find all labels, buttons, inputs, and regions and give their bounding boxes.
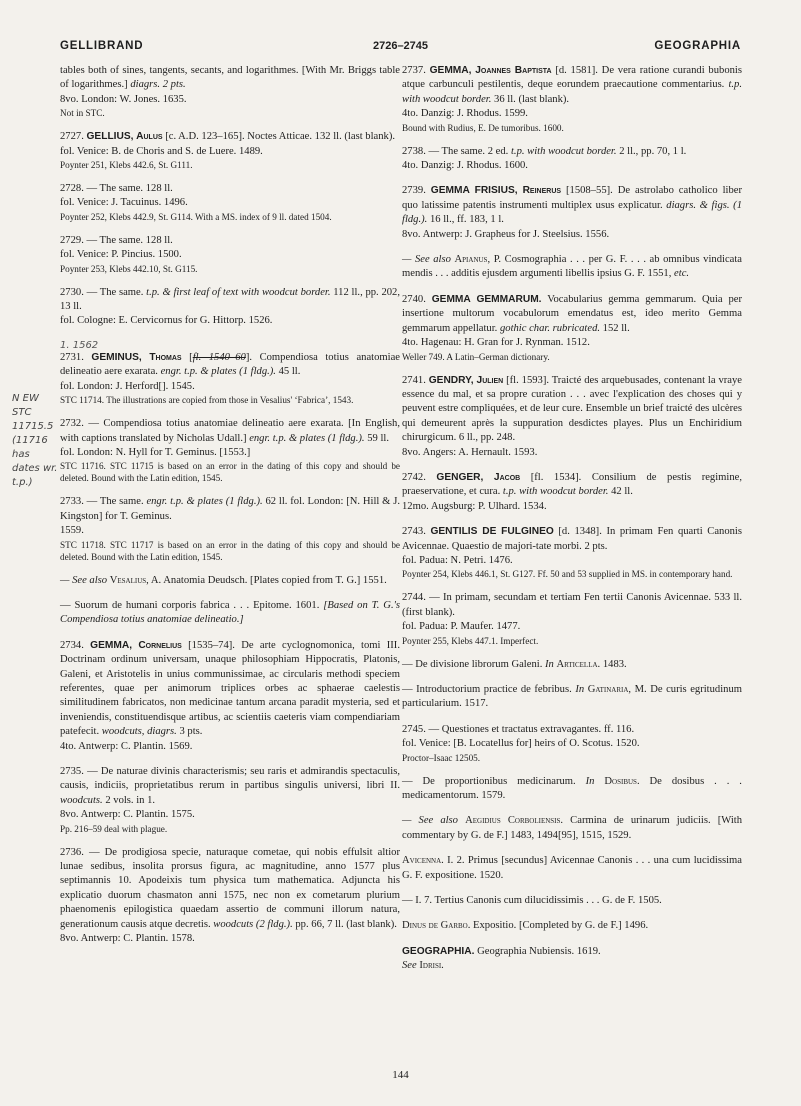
entry-format: woodcuts. — [60, 794, 103, 806]
reference-name: Dosibus. — [604, 775, 640, 787]
entry-imprint: 8vo. Antwerp: C. Plantin. 1575. — [60, 809, 195, 821]
entry-collation: 62 ll. — [265, 496, 288, 508]
see-also-label: — See also — [402, 815, 458, 827]
entry-2743 — [402, 525, 742, 580]
entry-collation: 2 vols. in 1. — [105, 794, 156, 806]
entry-number: 2731. — [60, 351, 84, 363]
entry-author-forename: Reinerus — [522, 185, 562, 197]
entry-imprint: fol. London: N. Hyll for T. Geminus. [1553.] — [60, 446, 251, 458]
entry-2736 — [60, 846, 400, 947]
entry-number: 2745. — [402, 723, 426, 735]
entry-2734 — [60, 639, 400, 754]
running-head-left: GELLIBRAND — [60, 40, 144, 52]
entry-author-forename: Cornelius — [138, 639, 182, 651]
entry-format: engr. t.p. & plates (1 fldg.). — [249, 432, 365, 444]
entry-imprint: 8vo. London: W. Jones. 1635. — [60, 93, 187, 105]
entry-note: Proctor–Isaac 12505. — [402, 752, 481, 763]
reference-name: Apianus, — [454, 254, 491, 266]
right-column — [402, 64, 742, 985]
reference-name: Gatinaria, — [587, 684, 632, 695]
entry-author-forename: Joannes Baptista — [475, 65, 552, 76]
page-number: 144 — [392, 1069, 409, 1081]
handwritten-margin-note — [12, 392, 60, 490]
cross-reference — [60, 599, 400, 628]
entry-text: — De prodigiosa specie, naturaque cometae, qui nobis effulsit altior lunae sedibus, insolita prorsus figura, ac magnitudine, anno 1577 plus septimannis 10. Apodeixis tum physica tum mathematica. Adjuncta his explicatio duorum chasmaton anni 1575, nec non ex cometarum plurium phaenomenis epilogistica quaedam assertio de communi illorum natura, generationum causis atque decretis. — [60, 846, 400, 930]
entry-text: [d. 1348]. In primam Fen quarti Canonis Avicennae. Quaestio de majori-tate morbi. 2 pts. — [402, 526, 742, 552]
entry-author: GENGER, — [436, 471, 484, 483]
entry-collation: pp. 66, 7 ll. (last blank). — [295, 918, 397, 930]
entry-number: 2733. — [60, 496, 84, 508]
entry-author: GENDRY, — [428, 374, 474, 386]
cross-reference — [402, 919, 742, 933]
entry-collation: 42 ll. — [611, 486, 633, 498]
entry-text: Geographia Nubiensis. 1619. — [477, 945, 601, 957]
entry-collation: 45 ll. — [278, 366, 301, 378]
entry-collation: 3 pts. — [179, 726, 203, 738]
entry-imprint: fol. London: [N. Hill & J. Kingston] for T. Geminus. — [60, 496, 400, 522]
entry-note: Poynter 255, Klebs 447.1. Imperfect. — [402, 635, 539, 646]
entry-number: 2740. — [402, 293, 426, 305]
entry-number: 2739. — [402, 185, 426, 197]
entry-note: Poynter 254, Klebs 446.1, St. G127. Ff. 50 and 53 supplied in MS. in contemporary hand. — [402, 569, 733, 580]
entry-imprint: 4to. Antwerp: C. Plantin. 1569. — [60, 740, 193, 752]
see-also-label: — See also — [402, 254, 451, 266]
entry-note: STC 11714. The illustrations are copied from those in Vesalius' ‘Fabrica’, 1543. — [60, 395, 354, 406]
entry-note: Weller 749. A Latin–German dictionary. — [402, 351, 550, 362]
entry-note: STC 11716. STC 11715 is based on an error in the dating of this copy and should be deleted. Bound with the Latin edition, 1545. — [60, 461, 400, 484]
entry-number: 2734. — [60, 639, 84, 651]
entry-format: t.p. with woodcut border. — [510, 145, 617, 157]
entry-2730 — [60, 286, 400, 329]
reference-text: — De proportionibus medicinarum. — [402, 775, 576, 787]
reference-name: Aegidius Corboliensis. — [465, 815, 564, 827]
margin-note-line: dates wr. t.p.) — [12, 463, 58, 488]
entry-author: GELLIUS, — [86, 131, 134, 143]
entry-author: GEMMA, — [90, 639, 133, 651]
entry-collation: 2 ll., pp. 70, 1 l. — [619, 145, 687, 157]
cross-reference — [402, 894, 742, 908]
see-also-label: — See also — [60, 574, 108, 586]
entry-imprint: fol. Venice: B. de Choris and S. de Luere. 1489. — [60, 145, 263, 157]
margin-note-line: 11715.5 — [12, 421, 54, 432]
entry-number: 2742. — [402, 471, 426, 483]
entry-2739 — [402, 184, 742, 242]
entry-text: [fl. 1534]. Consilium de pestis regimine, praeservatione, et cura. — [402, 471, 743, 498]
entry-text: Vocabularius gemma gemmarum. Quia per insertione multorum vocabulorum emendatus est, ideo merito Gemma gemmarum appellatur. — [402, 293, 742, 334]
entry-2740 — [402, 293, 742, 363]
cross-reference — [60, 574, 400, 588]
entry-format: engr. t.p. & plates (1 fldg.). — [146, 496, 263, 508]
entry-text: — The same. 128 ll. — [86, 234, 173, 246]
entry-author: GEMMA FRISIUS, — [430, 185, 518, 197]
reference-text: M. De curis egritudinum particularium. 1517. — [402, 684, 742, 710]
entry-number: 2727. — [60, 131, 84, 143]
reference-text: — I. 7. Tertius Canonis cum dilucidissimis . . . G. de F. 1505. — [402, 895, 662, 907]
entry-format: t.p. with woodcut border. — [402, 79, 742, 105]
entry-text: — The same. — [86, 286, 144, 298]
entry-text: [fl. 1593]. Traicté des arquebusades, contenant la vraye essence du mal, et sa propre curation . . . avec l'explication des choses qui y peuvent estre compliquées, et de leur cure. Ensemble un brief traicté des ulcères qui demeurent après la suppuration desdictes playes. Plus un Enchiridium chirurgicum. 6 ll., pp. 248. — [402, 374, 742, 444]
running-head-center: 2726–2745 — [372, 40, 429, 52]
entry-2728 — [60, 182, 400, 223]
entry-format: engr. t.p. & plates (1 fldg.). — [160, 366, 276, 378]
entry-number: 2736. — [60, 846, 84, 858]
reference-note: [Based on T. G.'s Compendiosa totius anatomiae delineatio.] — [60, 599, 400, 626]
handwritten-insert: 1. 1562 — [60, 339, 99, 351]
entry-imprint: fol. Padua: P. Maufer. 1477. — [402, 621, 521, 633]
entry-author: GEOGRAPHIA. — [402, 945, 475, 957]
entry-text: — The same. 2 ed. — [428, 145, 509, 157]
entry-imprint: fol. Cologne: E. Cervicornus for G. Hittorp. 1526. — [60, 315, 273, 327]
entry-note: Bound with Rudius, E. De tumoribus. 1600. — [402, 122, 564, 133]
entry-2727 — [60, 130, 400, 171]
entry-number: 2744. — [402, 592, 426, 604]
entry-2735 — [60, 765, 400, 835]
entry-imprint-year: 1559. — [60, 525, 84, 537]
in-label: In — [545, 658, 554, 670]
entry-number: 2729. — [60, 234, 84, 246]
entry-collation: 59 ll. — [367, 432, 389, 444]
entry-collation: 36 ll. (last blank). — [494, 93, 570, 105]
entry-note: Poynter 252, Klebs 442.9, St. G114. With a MS. index of 9 ll. dated 1504. — [60, 211, 332, 222]
entry-author-forename: Jacob — [493, 471, 521, 483]
margin-note-line: N EW STC — [12, 393, 39, 418]
entry-imprint: fol. Venice: P. Pincius. 1500. — [60, 249, 182, 261]
entry-note: STC 11718. STC 11717 is based on an error in the dating of this copy and should be deleted. Bound with the Latin edition, 1545. — [60, 539, 400, 562]
running-head-right: GEOGRAPHIA — [654, 40, 741, 52]
reference-year: 1483. — [602, 658, 627, 670]
entry-number: 2741. — [402, 374, 426, 386]
entry-2737 — [402, 64, 742, 134]
entry-imprint: 8vo. Angers: A. Hernault. 1593. — [402, 446, 538, 458]
cross-reference — [402, 854, 742, 883]
reference-etc: etc. — [674, 268, 690, 280]
entry-author-forename: Julien — [476, 374, 504, 386]
entry-text: [d. 1581]. De vera ratione curandi bubonis atque carbunculi pestilentis, deque eorundem praecautione commentarius. — [402, 65, 742, 91]
entry-text: — De naturae divinis characterismis; seu raris et admirandis spectaculis, causis, indiciis, proprietatibus rerum in partibus singulis universi, libri II. — [60, 766, 400, 792]
entry-text: [1508–55]. De astrolabo catholico liber quo latissime patentis instrumenti multiplex usus explicatur. — [402, 185, 742, 211]
entry-number: 2728. — [60, 183, 84, 195]
entry-text: — Questiones et tractatus extravagantes. ff. 116. — [428, 723, 635, 735]
entry-imprint: 4to. Danzig: J. Rhodus. 1600. — [402, 160, 528, 172]
reference-name: Vesalius, — [109, 574, 149, 586]
entry-text: — In primam, secundam et tertiam Fen tertii Canonis Avicennae. 533 ll. (first blank). — [402, 592, 742, 618]
entry-imprint: 12mo. Augsburg: P. Ulhard. 1534. — [402, 500, 547, 512]
entry-imprint: 4to. Danzig: J. Rhodus. 1599. — [402, 108, 528, 120]
entry-text: — The same. — [86, 496, 144, 508]
entry-author: GEMMA GEMMARUM. — [431, 293, 542, 305]
entry-imprint: fol. Padua: N. Petri. 1476. — [402, 554, 513, 566]
entry-format: t.p. & first leaf of text with woodcut border. — [146, 286, 331, 298]
entry-number: 2735. — [60, 766, 84, 777]
cross-reference — [402, 253, 742, 282]
entry-number: 2743. — [402, 526, 426, 538]
entry-continuation — [60, 64, 400, 119]
entry-text: [1535–74]. De arte cyclognomonica, tomi III. Doctrinam ordinum universam, unaque philosophiam Hippocratis, Platonis, Galeni, et Aristotelis in unius communissimae, ac circularis methodi speciem referentes, quae per animorum triplices orbes ac sphaerae caelestis similitudinem fabricatos, non medicinae tantum arcana paradit mysteria, sed et inveniendis, constituendisque artibus, ac scientiis caeteris viam compendiariam patefecit. — [60, 639, 400, 738]
entry-text: — The same. 128 ll. — [86, 183, 173, 195]
reference-text: De dosibus . . . medicamentorum. 1579. — [402, 775, 742, 802]
entry-imprint: fol. Venice: [B. Locatellus for] heirs of O. Scotus. 1520. — [402, 738, 640, 750]
entry-note: Pp. 216–59 deal with plague. — [60, 823, 168, 834]
entry-2731: 1. 1562 2731. GEMINUS, Thomas [fl. 1540–60]. Compendiosa totius anatomiae delineatio aere exarata. engr. t.p. & plates (1 fldg.). 45 ll. fol. London: J. Herford[]. 1545. STC 11714. The illustrations are copied from those in Vesalius' ‘Fabrica’, 1543. — [60, 339, 400, 406]
entry-format: woodcuts, diagrs. — [101, 726, 177, 738]
entry-author-forename: Thomas — [149, 351, 182, 363]
reference-text: A. Anatomia Deudsch. [Plates copied from T. G.] 1551. — [150, 574, 387, 586]
cross-reference — [402, 775, 742, 804]
entry-author: GEMINUS, — [91, 351, 142, 363]
entry-text: tables both of sines, tangents, secants, and logarithmes. [With Mr. Briggs table of logarithmes.] — [60, 65, 400, 91]
left-column — [60, 64, 400, 957]
entry-2745 — [402, 723, 742, 764]
entry-imprint: 8vo. Antwerp: J. Grapheus for J. Steelsius. 1556. — [402, 228, 610, 240]
entry-note: Poynter 251, Klebs 442.6, St. G111. — [60, 160, 193, 171]
reference-text: — De divisione librorum Galeni. — [402, 658, 543, 670]
entry-author: GEMMA, — [429, 65, 472, 76]
entry-2732 — [60, 417, 400, 484]
reference-name: Dinus de Garbo. — [402, 920, 471, 932]
reference-text: — Introductorium practice de febribus. — [402, 684, 572, 695]
entry-2741 — [402, 374, 742, 460]
entry-author-forename: Aulus — [136, 131, 163, 143]
entry-collation: 152 ll. — [602, 322, 630, 334]
entry-2738 — [402, 145, 742, 174]
margin-note-line: (11716 has — [12, 435, 48, 460]
reference-name: Articella. — [556, 658, 601, 670]
reference-name: Avicenna. — [402, 855, 444, 867]
entry-text: — Compendiosa totius anatomiae delineatio aere exarata. [In English, with captions translated by Nicholas Udall.] — [60, 418, 400, 444]
entry-imprint: 8vo. Antwerp: C. Plantin. 1578. — [60, 933, 195, 945]
entry-format: diagrs. & figs. (1 fldg.). — [402, 199, 742, 226]
entry-format: woodcuts (2 fldg.). — [213, 918, 293, 930]
entry-geographia — [402, 945, 742, 974]
entry-number: 2737. — [402, 65, 426, 76]
entry-2744 — [402, 591, 742, 646]
entry-note: Poynter 253, Klebs 442.10, St. G115. — [60, 263, 198, 274]
entry-collation: 16 ll., ff. 183, 1 l. — [429, 214, 504, 226]
entry-number: 2732. — [60, 418, 84, 430]
reference-name: Idrisi. — [419, 960, 444, 972]
entry-2733 — [60, 495, 400, 562]
entry-2729 — [60, 234, 400, 275]
reference-text: — Suorum de humani corporis fabrica . . . Epitome. 1601. — [60, 599, 320, 611]
entry-collation: 112 ll., pp. 202, 13 ll. — [60, 286, 400, 313]
entry-text: Compendiosa totius anatomiae delineatio aere exarata. — [60, 351, 400, 378]
reference-text: Carmina de urinarum judiciis. [With commentary by G. de F.] 1483, 1494[95], 1515, 1529. — [402, 815, 743, 841]
entry-imprint: fol. Venice: J. Tacuinus. 1496. — [60, 197, 188, 209]
entry-2742 — [402, 471, 742, 514]
reference-text: Expositio. [Completed by G. de F.] 1496. — [473, 920, 649, 932]
struck-dates: fl. 1540–60 — [192, 351, 246, 363]
entry-text: [c. A.D. 123–165]. Noctes Atticae. 132 ll. (last blank). — [165, 131, 395, 143]
reference-text: P. Cosmographia . . . per G. F. . . . ab omnibus vindicata mendis . . . additis ejusdem argumenti libellis ipsius G. F. 1551, — [402, 254, 743, 280]
cross-reference — [402, 658, 742, 672]
entry-author: GENTILIS DE FULGINEO — [430, 526, 554, 538]
entry-note: Not in STC. — [60, 108, 105, 119]
entry-number: 2738. — [402, 145, 426, 157]
entry-format: t.p. with woodcut border. — [502, 486, 609, 498]
entry-format: gothic char. rubricated. — [499, 322, 601, 334]
in-label: In — [585, 775, 595, 787]
entry-imprint: fol. London: J. Herford[]. 1545. — [60, 380, 195, 392]
entry-imprint: 4to. Hagenau: H. Gran for J. Rynman. 1512. — [402, 337, 590, 349]
reference-text: I. 2. Primus [secundus] Avicennae Canonis . . . una cum lucidissima G. F. expositione. 1520. — [402, 855, 742, 881]
entry-number: 2730. — [60, 286, 84, 298]
see-label: See — [402, 960, 417, 972]
entry-format: diagrs. 2 pts. — [130, 79, 186, 91]
cross-reference — [402, 683, 742, 712]
cross-reference — [402, 814, 742, 843]
in-label: In — [575, 684, 585, 695]
